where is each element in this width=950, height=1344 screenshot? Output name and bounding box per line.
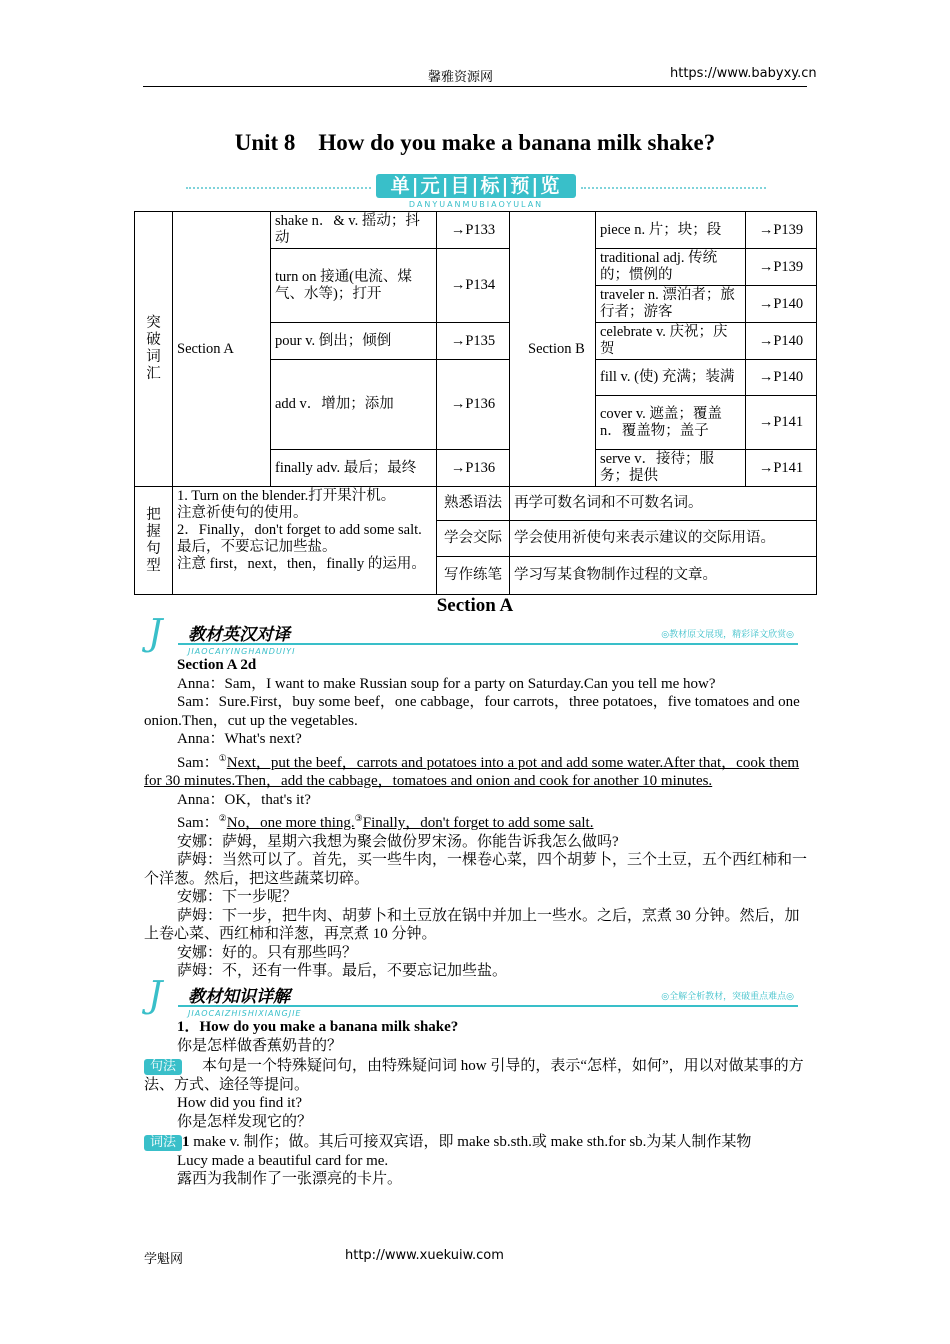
vocab-a-page-5[interactable]: →P136 <box>437 450 510 487</box>
knowledge-banner <box>148 975 804 1018</box>
vocab-b-word-5: fill v. (使) 充满；装满 <box>596 360 746 396</box>
vocab-a-word-1: shake n．& v. 摇动；抖动 <box>271 212 437 249</box>
writing-text: 学习写某食物制作过程的文章。 <box>510 557 817 595</box>
note-marker-1: ① <box>218 752 227 763</box>
sentence-category: 把握句型 <box>146 506 161 574</box>
header-site-name: 馨雅资源网 <box>428 70 494 85</box>
sentence-category-cell <box>135 487 173 595</box>
note-example-1: How did you find it? <box>177 1095 302 1111</box>
vocab-b-word-3: traveler n. 漂泊者；旅行者；游客 <box>596 286 746 323</box>
note-marker-3: ③ <box>354 813 363 823</box>
knowledge-banner-title: 教材知识详解 <box>188 987 290 1007</box>
vocab-b-word-6: cover v. 遮盖；覆盖 n．覆盖物；盖子 <box>596 396 746 450</box>
dialog-cn-6: 萨姆：不，还有一件事。最后，不要忘记加些盐。 <box>177 963 508 979</box>
sentence-badge: 句法 <box>144 1059 182 1075</box>
notes-block <box>144 1018 808 1189</box>
section-b-label: Section B <box>510 212 596 487</box>
note-example-2-cn: 露西为我制作了一张漂亮的卡片。 <box>177 1171 403 1187</box>
dialog-line-5: Anna：OK，that's it? <box>177 791 311 808</box>
banner-underline <box>178 1005 798 1007</box>
dialog-cn-2: 萨姆：当然可以了。首先，买一些牛肉，一棵卷心菜，四个胡萝卜，三个土豆，五个西红柿和一个洋葱。然后，把这些蔬菜切碎。 <box>144 852 808 887</box>
section-a-heading: Section A <box>436 595 514 616</box>
knowledge-banner-tag: ◎全解全析教材，突破重点难点◎ <box>661 992 794 1002</box>
dialog-speaker: Sam： <box>177 815 219 831</box>
word-badge-number: 1 <box>182 1134 190 1150</box>
grammar-label: 熟悉语法 <box>437 487 510 521</box>
vocab-a-word-4: add v．增加；添加 <box>271 360 437 450</box>
dialog-cn-5: 安娜：好的。只有那些吗？ <box>177 944 358 961</box>
note-explanation-2-text: make v. 制作；做。其后可接双宾语，即 make sb.sth.或 make sth.for sb.为某人制作某物 <box>193 1134 752 1150</box>
dialog-line-4-text: Next，put the beef，carrots and potatoes into a pot and add some water.After that，cook them for 30 minutes.Then，add the cabbage，tomatoes and onion and cook for another 10 minutes. <box>144 754 800 789</box>
grammar-text: 再学可数名词和不可数名词。 <box>510 487 817 521</box>
communication-text: 学会使用祈使句来表示建议的交际用语。 <box>510 521 817 557</box>
sentence-line-2: 注意祈使句的使用。 <box>177 505 308 521</box>
vocab-b-word-4: celebrate v. 庆祝；庆贺 <box>596 323 746 360</box>
translation-banner-pinyin: JIAOCAIYINGHANDUIYI <box>188 647 296 656</box>
vocab-b-page-5[interactable]: →P140 <box>746 360 817 396</box>
sentence-patterns <box>173 487 437 595</box>
dialog-speaker: Sam： <box>177 754 219 771</box>
sentence-line-1: 1. Turn on the blender.打开果汁机。 <box>177 488 396 504</box>
note-example-1-cn: 你是怎样发现它的？ <box>177 1113 313 1130</box>
dialog-cn-4: 萨姆：下一步，把牛肉、胡萝卜和土豆放在锅中并加上一些水。之后，烹煮 30 分钟。然后，加上卷心菜、西红柿和洋葱，再烹煮 10 分钟。 <box>144 907 800 942</box>
dialog-line-4 <box>144 749 808 791</box>
j-logo-icon: J <box>148 613 163 654</box>
dialog-line-6-part2: Finally，don't forget to add some salt. <box>362 815 594 831</box>
vocab-b-page-6[interactable]: →P141 <box>746 396 817 450</box>
unit-preview-table <box>134 211 817 595</box>
vocab-a-word-2: turn on 接通(电流、煤气、水等)；打开 <box>271 249 437 323</box>
translation-banner-tag: ◎教材原文展现，精彩译文欣赏◎ <box>661 630 794 640</box>
dialog-cn-1: 安娜：萨姆，星期六我想为聚会做份罗宋汤。你能告诉我怎么做吗? <box>177 833 619 850</box>
vocab-b-page-3[interactable]: →P140 <box>746 286 817 323</box>
preview-banner-label: 单|元|目|标|预|览 <box>376 174 576 198</box>
vocab-b-page-1[interactable]: →P139 <box>746 212 817 249</box>
vocab-a-page-3[interactable]: →P135 <box>437 323 510 360</box>
j-logo-icon: J <box>148 975 163 1016</box>
note-marker-2: ② <box>218 813 227 823</box>
banner-underline <box>178 643 798 645</box>
vocab-a-page-1[interactable]: →P133 <box>437 212 510 249</box>
section-a-label: Section A <box>173 212 271 487</box>
dialog-cn-3: 安娜：下一步呢？ <box>177 889 298 905</box>
vocab-a-word-3: pour v. 倒出；倾倒 <box>271 323 437 360</box>
vocab-b-word-2: traditional adj. 传统的；惯例的 <box>596 249 746 286</box>
dialog-line-3: Anna：What's next? <box>177 731 302 747</box>
vocab-a-word-5: finally adv. 最后；最终 <box>271 450 437 487</box>
footer-site-name: 学魁网 <box>144 1252 184 1267</box>
vocab-b-word-7: serve v．接待；服务；提供 <box>596 450 746 487</box>
note-explanation-1-text: 本句是一个特殊疑问句，由特殊疑问词 how 引导的，表示“怎样，如何”，用以对做某事的方法、方式、途径等提问。 <box>144 1058 804 1093</box>
vocab-category-cell <box>135 212 173 487</box>
note-explanation-1 <box>144 1057 808 1094</box>
note-question-1: 1．How do you make a banana milk shake? <box>177 1019 459 1035</box>
dialog-line-1: Anna：Sam，I want to make Russian soup for a party on Saturday.Can you tell me how? <box>177 675 716 692</box>
note-question-1-cn: 你是怎样做香蕉奶昔的？ <box>177 1037 343 1054</box>
vocab-a-page-2[interactable]: →P134 <box>437 249 510 323</box>
header-url[interactable]: https://www.babyxy.cn <box>670 66 817 81</box>
dialog-line-6-part1: No，one more thing. <box>226 815 355 831</box>
communication-label: 学会交际 <box>437 521 510 557</box>
dialog-line-2: Sam：Sure.First，buy some beef，one cabbage，four carrots，three potatoes，five tomatoes and one onion.Then，cut up the vegetables. <box>144 694 800 729</box>
sentence-line-4: 注意 first，next，then，finally 的运用。 <box>177 556 426 572</box>
dialog-heading: Section A 2d <box>177 657 257 673</box>
dialog-block <box>144 656 808 981</box>
banner-dotted-line-left <box>186 187 371 189</box>
sentence-line-3: 2．Finally，don't forget to add some salt.最后，不要忘记加些盐。 <box>177 522 422 555</box>
page-title: Unit 8 How do you make a banana milk shake? <box>234 130 716 155</box>
banner-dotted-line-right <box>581 187 766 189</box>
note-example-2: Lucy made a beautiful card for me. <box>177 1152 389 1169</box>
vocab-b-word-1: piece n. 片；块；段 <box>596 212 746 249</box>
preview-banner-pinyin: DANYUANMUBIAOYULAN <box>408 200 544 209</box>
vocab-a-page-4[interactable]: →P136 <box>437 360 510 450</box>
vocab-category: 突破词汇 <box>146 315 161 382</box>
header-rule <box>143 86 807 87</box>
word-badge: 词法 <box>144 1135 182 1151</box>
vocab-b-page-2[interactable]: →P139 <box>746 249 817 286</box>
translation-banner <box>148 613 804 656</box>
knowledge-banner-pinyin: JIAOCAIZHISHIXIANGJIE <box>188 1009 302 1018</box>
dialog-line-6 <box>144 809 808 833</box>
preview-banner <box>186 172 766 208</box>
footer-url[interactable]: http://www.xuekuiw.com <box>345 1248 504 1263</box>
vocab-b-page-7[interactable]: →P141 <box>746 450 817 487</box>
translation-banner-title: 教材英汉对译 <box>188 625 290 645</box>
note-explanation-2 <box>144 1133 808 1152</box>
writing-label: 写作练笔 <box>437 557 510 595</box>
vocab-b-page-4[interactable]: →P140 <box>746 323 817 360</box>
